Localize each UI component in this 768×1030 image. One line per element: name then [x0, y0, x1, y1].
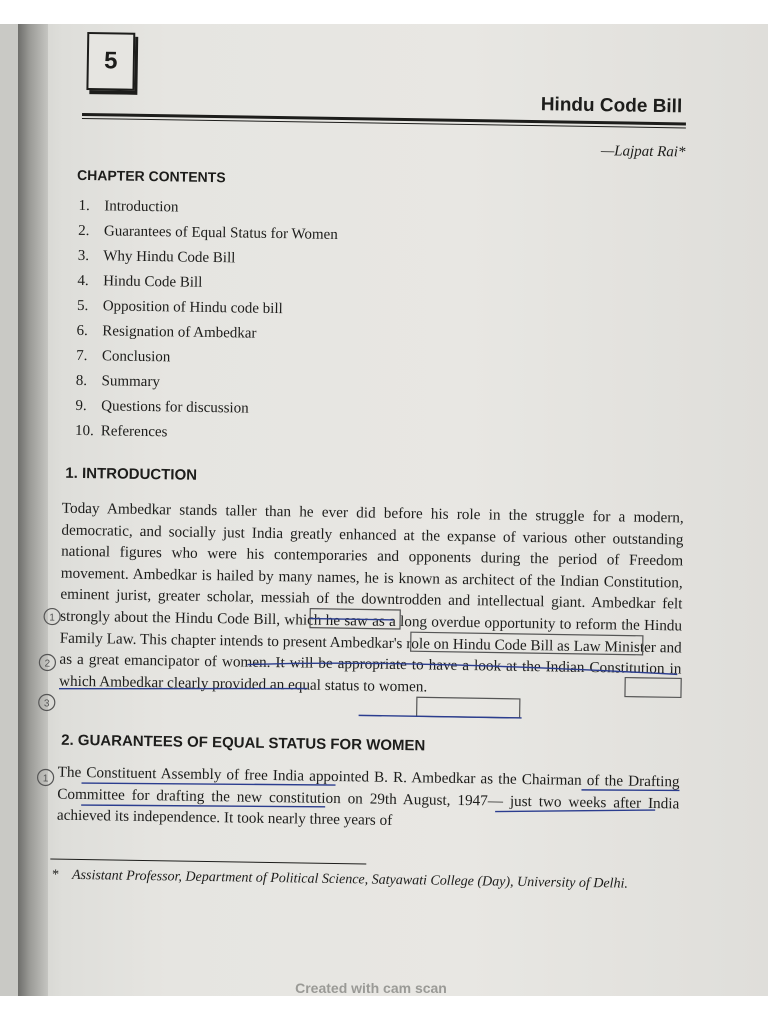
contents-item-label: Introduction — [104, 198, 179, 216]
contents-item-number: 4. — [77, 272, 89, 290]
ink-underline — [359, 715, 522, 718]
scan-watermark: Created with cam scan — [295, 980, 447, 996]
contents-item-label: References — [100, 423, 168, 441]
ink-underline — [82, 781, 336, 787]
pencil-box — [417, 697, 520, 718]
ink-underline — [81, 803, 325, 809]
contents-item-label: Summary — [101, 373, 161, 391]
contents-item-label: Why Hindu Code Bill — [103, 248, 236, 267]
contents-item-number: 8. — [75, 372, 88, 390]
contents-item-number: 7. — [76, 347, 88, 365]
contents-item-number: 5. — [76, 297, 89, 315]
contents-item-number: 9. — [75, 397, 87, 415]
ink-underline — [59, 685, 307, 693]
section-text-introduction: Today Ambedkar stands taller than he ever did before his role in the struggle for a modern, democratic, and socially just India greatly enhanced at the expanse of various other outstanding national figures who were his contemporaries and opponents during the period of Freedom movement. Ambedkar is hailed by many names, he is known as architect of the Indian Constitution, eminent jurist, greater scholar, messiah of the downtrodden and intellectual giant. Ambedkar felt strongly about the Hindu Code Bill, which he saw as a long overdue opportunity to reform the Hindu Family Law. This chapter intends to present Ambedkar's role on Hindu Code Bill as Law Minister and as a great emancipator of women. It will be appropriate to have a look at the Indian Constitution in which Ambedkar clearly provided an equal status to women. — [58, 499, 684, 696]
chapter-title: Hindu Code Bill — [540, 94, 683, 118]
footnote-mark: * — [51, 867, 60, 883]
contents-item-label: Questions for discussion — [101, 398, 249, 417]
margin-note: 2 — [44, 658, 51, 670]
contents-item-label: Conclusion — [101, 348, 171, 366]
pencil-box — [625, 678, 681, 698]
section-heading-equal-status: 2. GUARANTEES OF EQUAL STATUS FOR WOMEN — [61, 731, 426, 755]
contents-item-label: Hindu Code Bill — [103, 273, 203, 291]
contents-item-label: Guarantees of Equal Status for Women — [103, 223, 338, 243]
contents-item-number: 6. — [76, 322, 88, 340]
margin-note: 3 — [43, 698, 50, 710]
section-heading-introduction: 1. INTRODUCTION — [65, 464, 198, 484]
contents-item-label: Resignation of Ambedkar — [102, 323, 257, 342]
ink-underline — [581, 789, 679, 792]
contents-item-number: 1. — [78, 197, 90, 215]
contents-item-number: 10. — [74, 422, 94, 440]
contents-item-number: 3. — [77, 247, 90, 265]
contents-item-number: 2. — [78, 222, 90, 240]
contents-item-label: Opposition of Hindu code bill — [102, 298, 283, 318]
chapter-author: —Lajpat Rai* — [600, 143, 686, 161]
ink-underline — [247, 661, 677, 674]
contents-heading: CHAPTER CONTENTS — [76, 166, 226, 186]
section-text-equal-status: The Constituent Assembly of free India appointed B. R. Ambedkar as the Chairman of the Drafting Committee for drafting the new constitution on 29th August, 1947— just two weeks after India achieved its independence. It took nearly three years of — [56, 763, 680, 830]
margin-note: 1 — [42, 773, 49, 785]
ink-underline — [310, 619, 393, 620]
margin-note: 1 — [49, 612, 55, 624]
footnote-text: Assistant Professor, Department of Political Science, Satyawati College (Day), University of Delhi. — [71, 867, 629, 892]
ink-underline — [495, 808, 655, 815]
chapter-number: 5 — [103, 47, 118, 75]
pencil-box — [411, 632, 643, 655]
